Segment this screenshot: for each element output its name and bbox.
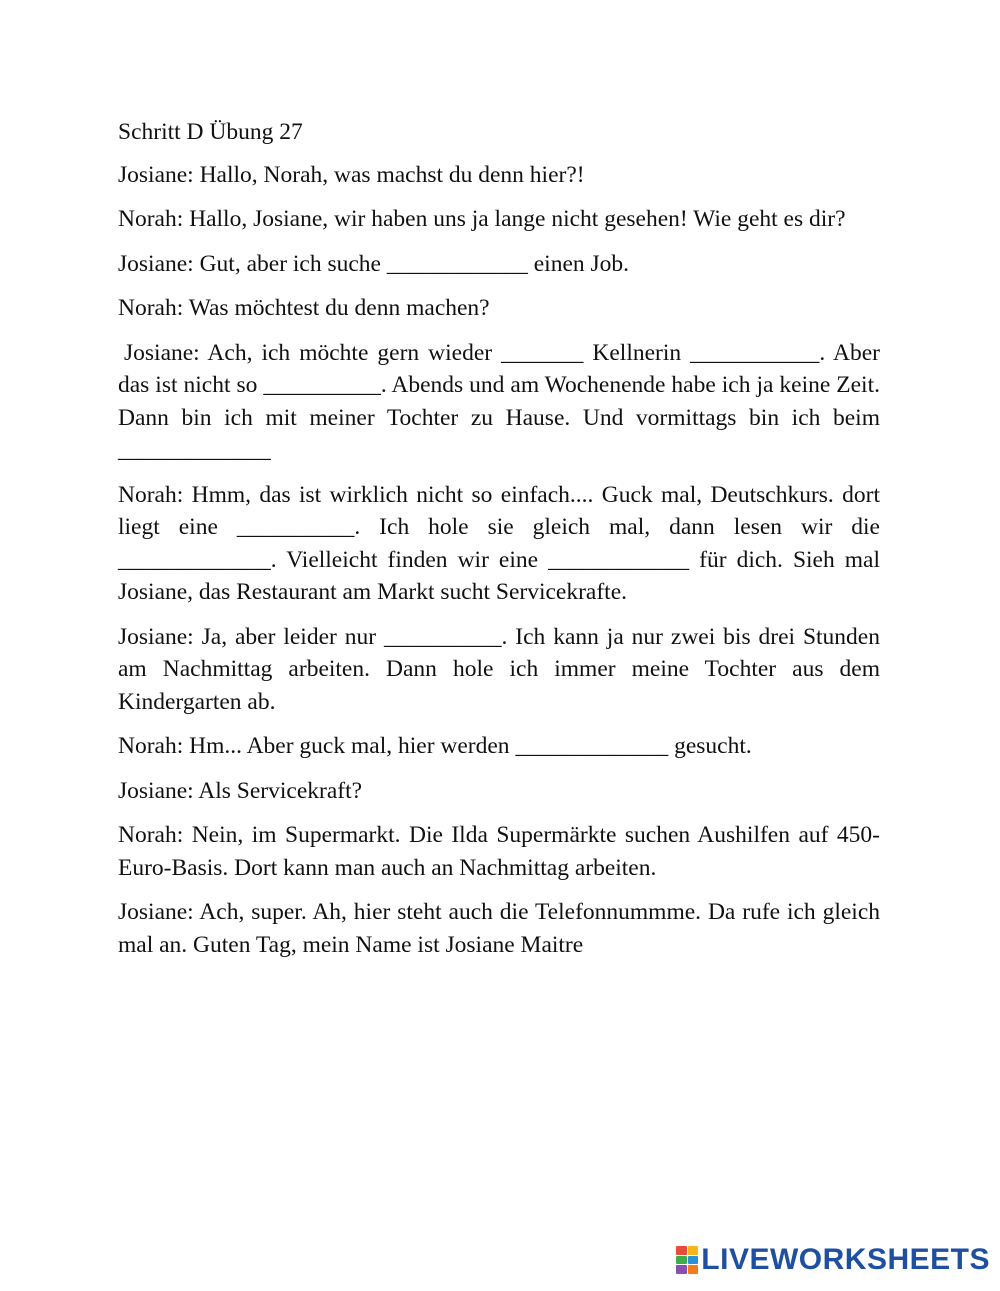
dialog-line-7	[118, 621, 880, 719]
dialog-text: einen Job.	[527, 250, 630, 277]
dialog-text: Josiane: Gut, aber ich suche	[118, 250, 387, 277]
dialog-text: Norah: Hm... Aber guck mal, hier werden	[118, 733, 516, 759]
worksheet-title: Schritt D Übung 27	[118, 119, 303, 145]
dialog-text: . Abends und am Wochenende habe ich ja keine Zeit. Dann bin ich mit meiner Tochter zu Hause. Und vormittags bin ich beim	[118, 372, 880, 431]
dialog-line-9: Josiane: Als Servicekraft?	[118, 777, 363, 804]
dialog-text: . Vielleicht finden wir eine	[270, 546, 549, 573]
logo-mark-block	[688, 1246, 699, 1255]
dialog-line-5	[118, 337, 880, 467]
dialog-line-4: Norah: Was möchtest du denn machen?	[118, 295, 490, 321]
dialog-line-2: Norah: Hallo, Josiane, wir haben uns ja lange nicht gesehen! Wie geht es dir?	[118, 206, 846, 232]
dialog-line-1: Josiane: Hallo, Norah, was machst du denn hier?!	[118, 161, 585, 188]
worksheet-page	[118, 116, 880, 973]
dialog-line-3	[118, 248, 880, 281]
dialog-text: Norah: Hmm, das ist wirklich nicht so einfach.... Guck mal, Deutschkurs. dort liegt eine	[118, 481, 880, 540]
logo-mark-block	[676, 1256, 687, 1265]
dialog-text: Kellnerin	[583, 339, 691, 366]
dialog-text: gesucht.	[668, 733, 752, 759]
dialog-line-8	[118, 730, 880, 763]
fill-in-blank[interactable]: __________	[263, 372, 381, 398]
fill-in-blank[interactable]: ____________	[548, 546, 690, 573]
fill-in-blank[interactable]: _______	[501, 339, 584, 366]
dialog-text: Josiane: Ach, ich möchte gern wieder	[124, 339, 502, 366]
liveworksheets-logo	[676, 1243, 990, 1277]
fill-in-blank[interactable]: _____________	[515, 733, 669, 759]
dialog-line-10: Norah: Nein, im Supermarkt. Die Ilda Supermärkte suchen Aushilfen auf 450-Euro-Basis. Dort kann man auch an Nachmittag arbeiten.	[118, 822, 880, 881]
dialog-text: . Ich kann ja nur zwei bis drei Stunden am Nachmittag arbeiten. Dann hole ich immer meine Tochter aus dem Kindergarten ab.	[118, 623, 880, 715]
logo-mark-block	[688, 1256, 699, 1265]
fill-in-blank[interactable]: _____________	[118, 546, 271, 573]
fill-in-blank[interactable]: __________	[236, 514, 355, 540]
dialog-line-11: Josiane: Ach, super. Ah, hier steht auch die Telefonnummme. Da rufe ich gleich mal an. Guten Tag, mein Name ist Josiane Maitre	[118, 899, 880, 958]
logo-mark-block	[676, 1265, 687, 1274]
fill-in-blank[interactable]: _____________	[118, 437, 271, 463]
dialog-text: . Aber das ist nicht so	[118, 339, 880, 398]
dialog-text: für dich. Sieh mal Josiane, das Restaurant am Markt sucht Servicekrafte.	[118, 546, 880, 605]
fill-in-blank[interactable]: __________	[383, 623, 502, 650]
dialog-text: Josiane: Ja, aber leider nur	[118, 623, 384, 650]
logo-mark-block	[688, 1265, 699, 1274]
fill-in-blank[interactable]: ___________	[690, 339, 820, 366]
logo-text: LIVEWORKSHEETS	[701, 1243, 990, 1276]
dialog-text: . Ich hole sie gleich mal, dann lesen wir die	[354, 514, 880, 540]
liveworksheets-logo-icon	[676, 1246, 698, 1274]
logo-mark-block	[676, 1246, 687, 1255]
dialog-line-6	[118, 479, 880, 609]
fill-in-blank[interactable]: ____________	[386, 250, 528, 277]
